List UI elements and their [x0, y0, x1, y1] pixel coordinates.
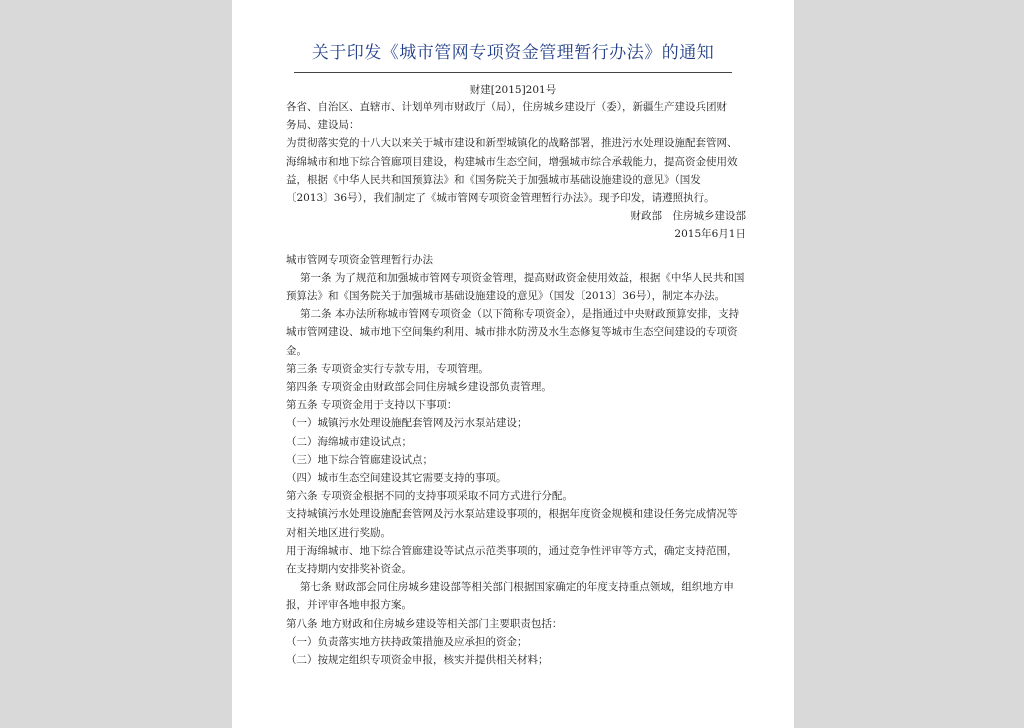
article-line: 第二条 本办法所称城市管网专项资金（以下简称专项资金），是指通过中央财政预算安排，支持 — [300, 308, 740, 321]
preamble-line: 为贯彻落实党的十八大以来关于城市建设和新型城镇化的战略部署，推进污水处理设施配套管网、 — [286, 137, 738, 150]
article-line: 第六条 专项资金根据不同的支持事项采取不同方式进行分配。 — [286, 490, 573, 503]
list-item: （二）海绵城市建设试点； — [286, 435, 412, 448]
list-item: （一）城镇污水处理设施配套管网及污水泵站建设； — [286, 417, 528, 430]
list-item: （四）城市生态空间建设其它需要支持的事项。 — [286, 472, 507, 485]
article-line: 在支持期内安排奖补资金。 — [286, 563, 412, 576]
article-line: 第七条 财政部会同住房城乡建设部等相关部门根据国家确定的年度支持重点领域，组织地方申 — [300, 581, 734, 594]
addressee-line: 务局、建设局： — [286, 119, 360, 132]
list-item: （一）负责落实地方扶持政策措施及应承担的资金； — [286, 635, 528, 648]
article-line: 城市管网建设、城市地下空间集约利用、城市排水防涝及水生态修复等城市生态空间建设的专项资 — [286, 326, 738, 339]
article-line: 第五条 专项资金用于支持以下事项： — [286, 399, 458, 412]
spacer — [286, 244, 746, 251]
document-body — [286, 98, 746, 669]
article-line: 第一条 为了规范和加强城市管网专项资金管理，提高财政资金使用效益，根据《中华人民共和国 — [300, 271, 745, 284]
document-title: 关于印发《城市管网专项资金管理暂行办法》的通知 — [311, 43, 715, 63]
preamble-line: 益，根据《中华人民共和国预算法》和《国务院关于加强城市基础设施建设的意见》（国发 — [286, 173, 701, 186]
regulation-title: 城市管网专项资金管理暂行办法 — [286, 253, 433, 266]
document-page — [232, 0, 794, 728]
title-divider — [294, 72, 732, 73]
article-line: 用于海绵城市、地下综合管廊建设等试点示范类事项的，通过竞争性评审等方式，确定支持范围， — [286, 544, 738, 557]
issue-date: 2015年6月1日 — [674, 228, 746, 241]
article-line: 预算法》和《国务院关于加强城市基础设施建设的意见》（国发〔2013〕36号），制定本办法。 — [286, 290, 726, 303]
preamble-line: 海绵城市和地下综合管廊项目建设，构建城市生态空间，增强城市综合承载能力，提高资金使用效 — [286, 155, 738, 168]
article-line: 报，并评审各地申报方案。 — [286, 599, 412, 612]
list-item: （二）按规定组织专项资金申报，核实并提供相关材料； — [286, 654, 549, 667]
issuer-signature: 财政部 住房城乡建设部 — [630, 210, 746, 223]
article-line: 金。 — [286, 344, 307, 357]
document-number: 财建[2015]201号 — [469, 84, 557, 96]
addressee-line: 各省、自治区、直辖市、计划单列市财政厅（局），住房城乡建设厅（委），新疆生产建设兵团财 — [286, 101, 727, 113]
article-line: 对相关地区进行奖励。 — [286, 526, 391, 539]
list-item: （三）地下综合管廊建设试点； — [286, 453, 433, 466]
article-line: 支持城镇污水处理设施配套管网及污水泵站建设事项的，根据年度资金规模和建设任务完成情况等 — [286, 508, 738, 521]
article-line: 第四条 专项资金由财政部会同住房城乡建设部负责管理。 — [286, 381, 552, 394]
article-line: 第八条 地方财政和住房城乡建设等相关部门主要职责包括： — [286, 617, 563, 630]
preamble-line: 〔2013〕36号），我们制定了《城市管网专项资金管理暂行办法》。现予印发，请遵照执行。 — [286, 192, 715, 205]
article-line: 第三条 专项资金实行专款专用，专项管理。 — [286, 362, 489, 375]
